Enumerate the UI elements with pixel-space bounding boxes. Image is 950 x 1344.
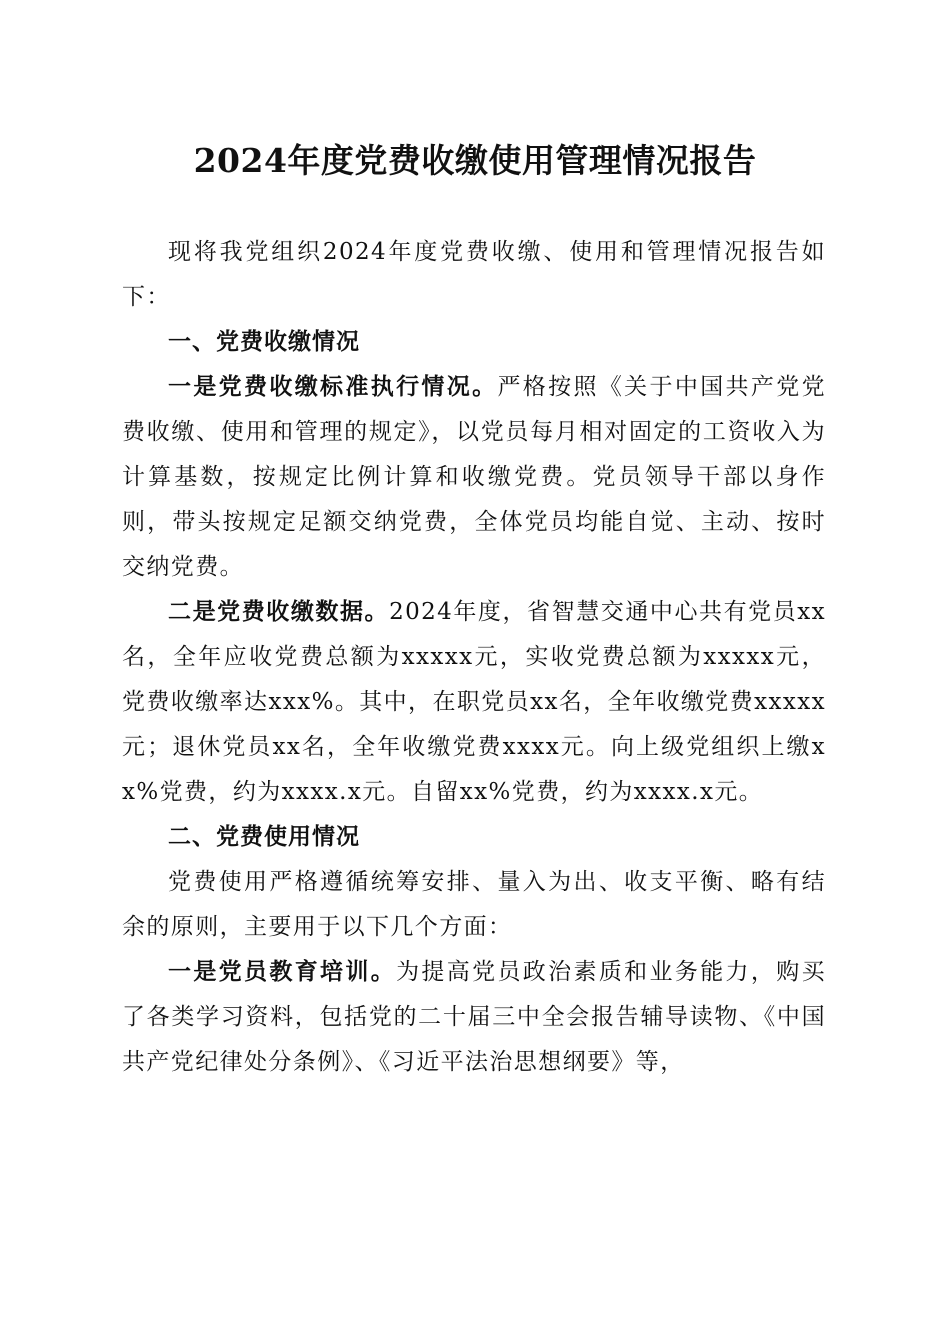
section2-p2-lead: 一是党员教育培训。 xyxy=(168,959,397,985)
section2-paragraph-1: 党费使用严格遵循统筹安排、量入为出、收支平衡、略有结余的原则，主要用于以下几个方面： xyxy=(122,869,826,940)
section2-paragraph-2 xyxy=(122,950,826,1085)
section1-p1-text: 严格按照《关于中国共产党党费收缴、使用和管理的规定》，以党员每月相对固定的工资收入为计算基数，按规定比例计算和收缴党费。党员领导干部以身作则，带头按规定足额交纳党费，全体党员均能自觉、主动、按时交纳党费。 xyxy=(122,374,826,580)
section1-paragraph-2 xyxy=(122,590,826,815)
section1-paragraph-1 xyxy=(122,365,826,590)
section1-p2-text: 2024年度，省智慧交通中心共有党员xx名，全年应收党费总额为xxxxx元，实收党费总额为xxxxx元，党费收缴率达xxx%。其中，在职党员xx名，全年收缴党费xxxxx元；退休党员xx名，全年收缴党费xxxx元。向上级党组织上缴xx%党费，约为xxxx.x元。自留xx%党费，约为xxxx.x元。 xyxy=(122,599,826,805)
section1-p2-lead: 二是党费收缴数据。 xyxy=(168,599,390,625)
section1-heading: 一、党费收缴情况 xyxy=(168,329,360,355)
section2-p2-text: 为提高党员政治素质和业务能力，购买了各类学习资料，包括党的二十届三中全会报告辅导读物、《中国共产党纪律处分条例》、《习近平法治思想纲要》等， xyxy=(122,959,826,1075)
section1-p1-lead: 一是党费收缴标准执行情况。 xyxy=(168,374,498,400)
intro-paragraph: 现将我党组织2024年度党费收缴、使用和管理情况报告如下： xyxy=(122,239,826,310)
document-body xyxy=(122,230,826,1085)
section2-heading: 二、党费使用情况 xyxy=(168,824,360,850)
document-title: 2024年度党费收缴使用管理情况报告 xyxy=(193,141,757,180)
